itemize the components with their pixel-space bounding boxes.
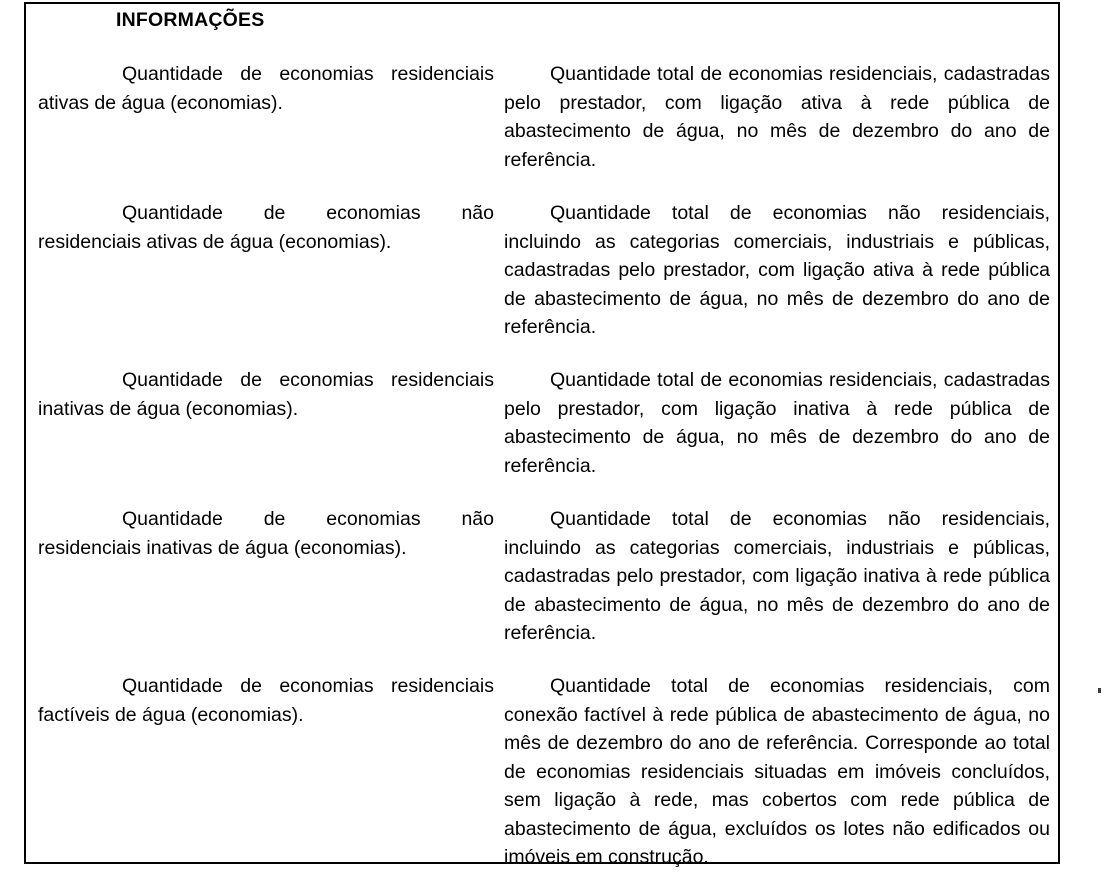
scan-artifact-mark [1098, 688, 1101, 693]
term-text: Quantidade de economias não residenciais inativas de água (economias). [38, 508, 494, 559]
term-text: Quantidade de economias residenciais ativas de água (economias). [38, 63, 494, 114]
definition-cell [504, 366, 1050, 480]
definition-text: Quantidade total de economias não residenciais, incluindo as categorias comerciais, industriais e públicas, cadastradas pelo prestador, com ligação inativa à rede pública de abastecimento de água, no mês de dezembro do ano de referência. [504, 508, 1050, 644]
table-header-title: INFORMAÇÕES [116, 9, 265, 31]
definition-cell [504, 505, 1050, 648]
table-header-row [26, 4, 1058, 44]
definition-cell [504, 60, 1050, 174]
definition-text: Quantidade total de economias não residenciais, incluindo as categorias comerciais, industriais e públicas, cadastradas pelo prestador, com ligação ativa à rede pública de abastecimento de água, no mês de dezembro do ano de referência. [504, 202, 1050, 338]
term-text: Quantidade de economias não residenciais ativas de água (economias). [38, 202, 494, 253]
term-cell [38, 366, 494, 423]
term-text: Quantidade de economias residenciais inativas de água (economias). [38, 369, 494, 420]
table-inner [26, 4, 1058, 868]
definition-text: Quantidade total de economias residenciais, com conexão factível à rede pública de abastecimento de água, no mês de dezembro do ano de referência. Corresponde ao total de economias residenciais situadas em imóveis concluídos, sem ligação à rede, mas cobertos com rede pública de abastecimento de água, excluídos os lotes não edificados ou imóveis em construção. [504, 675, 1050, 868]
term-cell [38, 505, 494, 562]
informacoes-table [24, 2, 1060, 868]
definition-cell [504, 672, 1050, 872]
definition-text: Quantidade total de economias residenciais, cadastradas pelo prestador, com ligação ativa à rede pública de abastecimento de água, no mês de dezembro do ano de referência. [504, 63, 1050, 171]
term-cell [38, 199, 494, 256]
term-text: Quantidade de economias residenciais factíveis de água (economias). [38, 675, 494, 726]
term-cell [38, 672, 494, 729]
term-cell [38, 60, 494, 117]
definition-text: Quantidade total de economias residenciais, cadastradas pelo prestador, com ligação inativa à rede pública de abastecimento de água, no mês de dezembro do ano de referência. [504, 369, 1050, 477]
definition-cell [504, 199, 1050, 342]
